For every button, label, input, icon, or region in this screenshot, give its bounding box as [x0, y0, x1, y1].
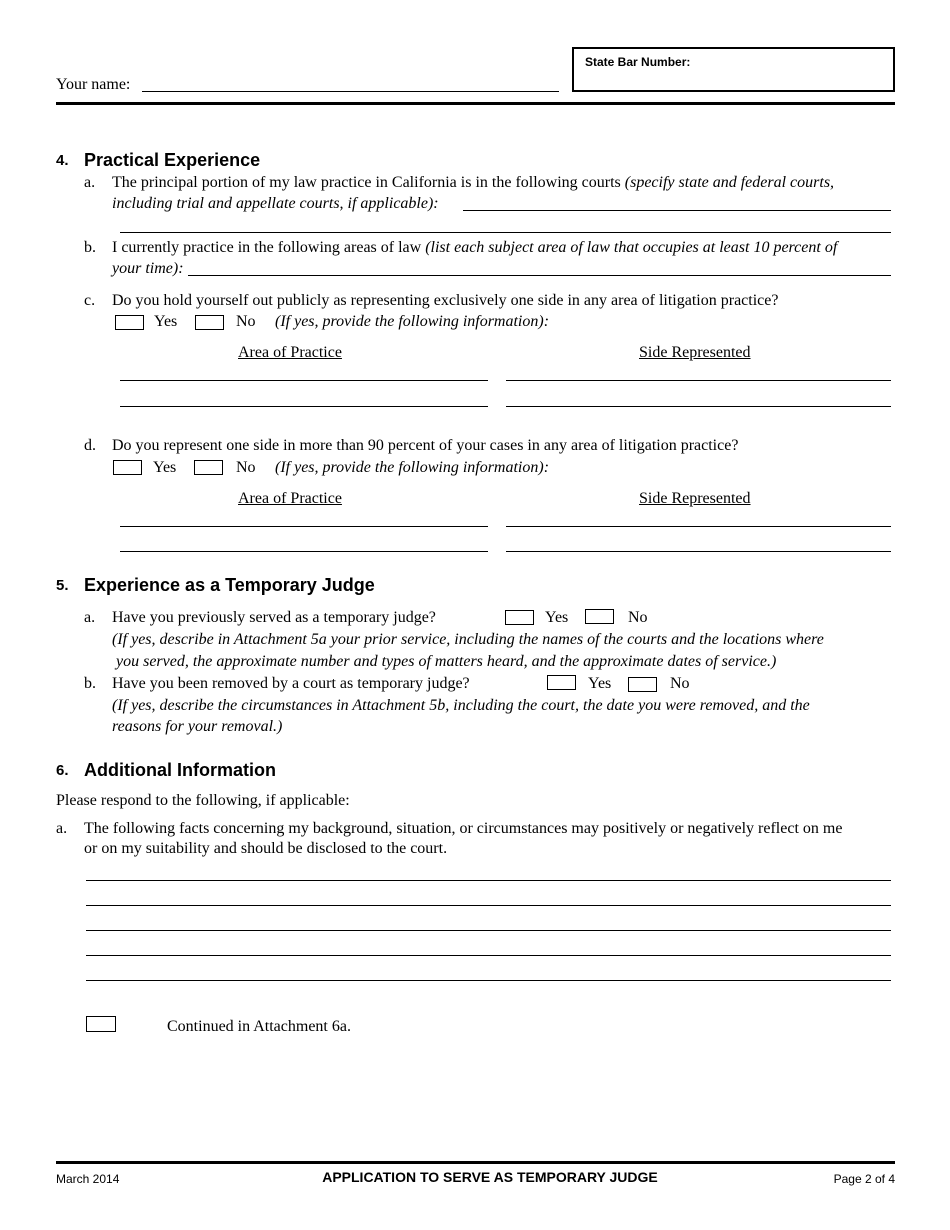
state-bar-number-label: State Bar Number:	[585, 55, 691, 69]
item-4d-no-label: No	[236, 459, 256, 476]
item-5b-yes-label: Yes	[588, 675, 612, 692]
item-4d-instruction: (If yes, provide the following information):	[275, 459, 550, 476]
section-6-title: Additional Information	[84, 760, 276, 780]
item-4c-side-line-2[interactable]	[506, 406, 891, 407]
item-4d-side-line-1[interactable]	[506, 526, 891, 527]
item-4c-letter: c.	[84, 292, 96, 309]
continued-attachment-checkbox[interactable]	[86, 1016, 116, 1032]
item-4a-answer-line-1[interactable]	[463, 210, 891, 211]
item-4d-side-represented-header: Side Represented	[639, 490, 751, 507]
item-4d-question: Do you represent one side in more than 90 percent of your cases in any area of litigation practice?	[112, 437, 739, 454]
item-5b-yes-checkbox[interactable]	[547, 675, 576, 690]
continued-attachment-label: Continued in Attachment 6a.	[167, 1018, 351, 1035]
section-6-number: 6.	[56, 762, 69, 779]
item-4d-yes-checkbox[interactable]	[113, 460, 142, 475]
item-4c-side-line-1[interactable]	[506, 380, 891, 381]
your-name-field[interactable]	[142, 91, 559, 92]
item-4c-side-represented-header: Side Represented	[639, 344, 751, 361]
item-6a-text-1: The following facts concerning my background, situation, or circumstances may positively or negatively reflect on me	[84, 820, 843, 837]
item-4c-instruction: (If yes, provide the following information):	[275, 313, 550, 330]
your-name-label: Your name:	[56, 76, 131, 93]
item-6a-letter: a.	[56, 820, 68, 837]
state-bar-number-field[interactable]	[572, 47, 895, 92]
section-5-title: Experience as a Temporary Judge	[84, 575, 375, 595]
item-4d-letter: d.	[84, 437, 96, 454]
item-5a-note-1: (If yes, describe in Attachment 5a your prior service, including the names of the courts and the locations where	[112, 631, 824, 648]
item-4c-yes-label: Yes	[154, 313, 178, 330]
header-divider	[56, 102, 895, 105]
section-6-intro: Please respond to the following, if applicable:	[56, 792, 350, 809]
item-5a-letter: a.	[84, 609, 96, 626]
item-4c-no-checkbox[interactable]	[195, 315, 224, 330]
item-4a-main-text: The principal portion of my law practice in California is in the following courts	[112, 174, 621, 191]
item-5b-no-checkbox[interactable]	[628, 677, 657, 692]
item-5a-yes-checkbox[interactable]	[505, 610, 534, 625]
item-5a-yes-label: Yes	[545, 609, 569, 626]
item-5a-note-2: you served, the approximate number and types of matters heard, and the approximate dates of service.)	[116, 653, 777, 670]
item-4a-text	[112, 173, 834, 193]
item-4d-area-line-2[interactable]	[120, 551, 488, 552]
section-5-number: 5.	[56, 577, 69, 594]
item-5a-no-checkbox[interactable]	[585, 609, 614, 624]
item-4b-main-text: I currently practice in the following areas of law	[112, 239, 422, 256]
item-4b-text	[112, 238, 837, 258]
item-4a-italic-1: (specify state and federal courts,	[624, 174, 835, 191]
footer-date: March 2014	[56, 1172, 120, 1186]
item-4d-area-of-practice-header: Area of Practice	[238, 490, 342, 507]
item-5a-no-label: No	[628, 609, 648, 626]
item-6a-answer-line-2[interactable]	[86, 905, 891, 906]
item-4c-area-line-2[interactable]	[120, 406, 488, 407]
item-5b-note-2: reasons for your removal.)	[112, 718, 283, 735]
item-4b-italic-1: (list each subject area of law that occupies at least 10 percent of	[425, 239, 838, 256]
item-4d-yes-label: Yes	[153, 459, 177, 476]
item-4b-letter: b.	[84, 239, 96, 256]
footer-title: APPLICATION TO SERVE AS TEMPORARY JUDGE	[322, 1169, 658, 1185]
item-4a-answer-line-2[interactable]	[120, 232, 891, 233]
item-6a-answer-line-5[interactable]	[86, 980, 891, 981]
item-4c-no-label: No	[236, 313, 256, 330]
item-4a-letter: a.	[84, 174, 96, 191]
item-4c-area-line-1[interactable]	[120, 380, 488, 381]
item-5b-no-label: No	[670, 675, 690, 692]
item-4c-question: Do you hold yourself out publicly as representing exclusively one side in any area of litigation practice?	[112, 292, 779, 309]
item-5b-question: Have you been removed by a court as temporary judge?	[112, 675, 470, 692]
footer-page-number: Page 2 of 4	[833, 1172, 895, 1186]
item-4d-area-line-1[interactable]	[120, 526, 488, 527]
section-4-number: 4.	[56, 152, 69, 169]
item-6a-answer-line-1[interactable]	[86, 880, 891, 881]
item-4b-italic-2: your time):	[112, 260, 184, 277]
section-4-title: Practical Experience	[84, 150, 261, 170]
item-6a-answer-line-3[interactable]	[86, 930, 891, 931]
item-4c-yes-checkbox[interactable]	[115, 315, 144, 330]
item-5b-letter: b.	[84, 675, 96, 692]
item-4b-answer-line[interactable]	[188, 275, 891, 276]
item-6a-text-2: or on my suitability and should be disclosed to the court.	[84, 840, 448, 857]
item-4d-no-checkbox[interactable]	[194, 460, 223, 475]
item-5a-question: Have you previously served as a temporary judge?	[112, 609, 436, 626]
item-5b-note-1: (If yes, describe the circumstances in Attachment 5b, including the court, the date you were removed, and the	[112, 697, 810, 714]
item-4a-italic-2: including trial and appellate courts, if applicable):	[112, 195, 439, 212]
item-4c-area-of-practice-header: Area of Practice	[238, 344, 342, 361]
footer-divider	[56, 1161, 895, 1164]
item-4d-side-line-2[interactable]	[506, 551, 891, 552]
item-6a-answer-line-4[interactable]	[86, 955, 891, 956]
